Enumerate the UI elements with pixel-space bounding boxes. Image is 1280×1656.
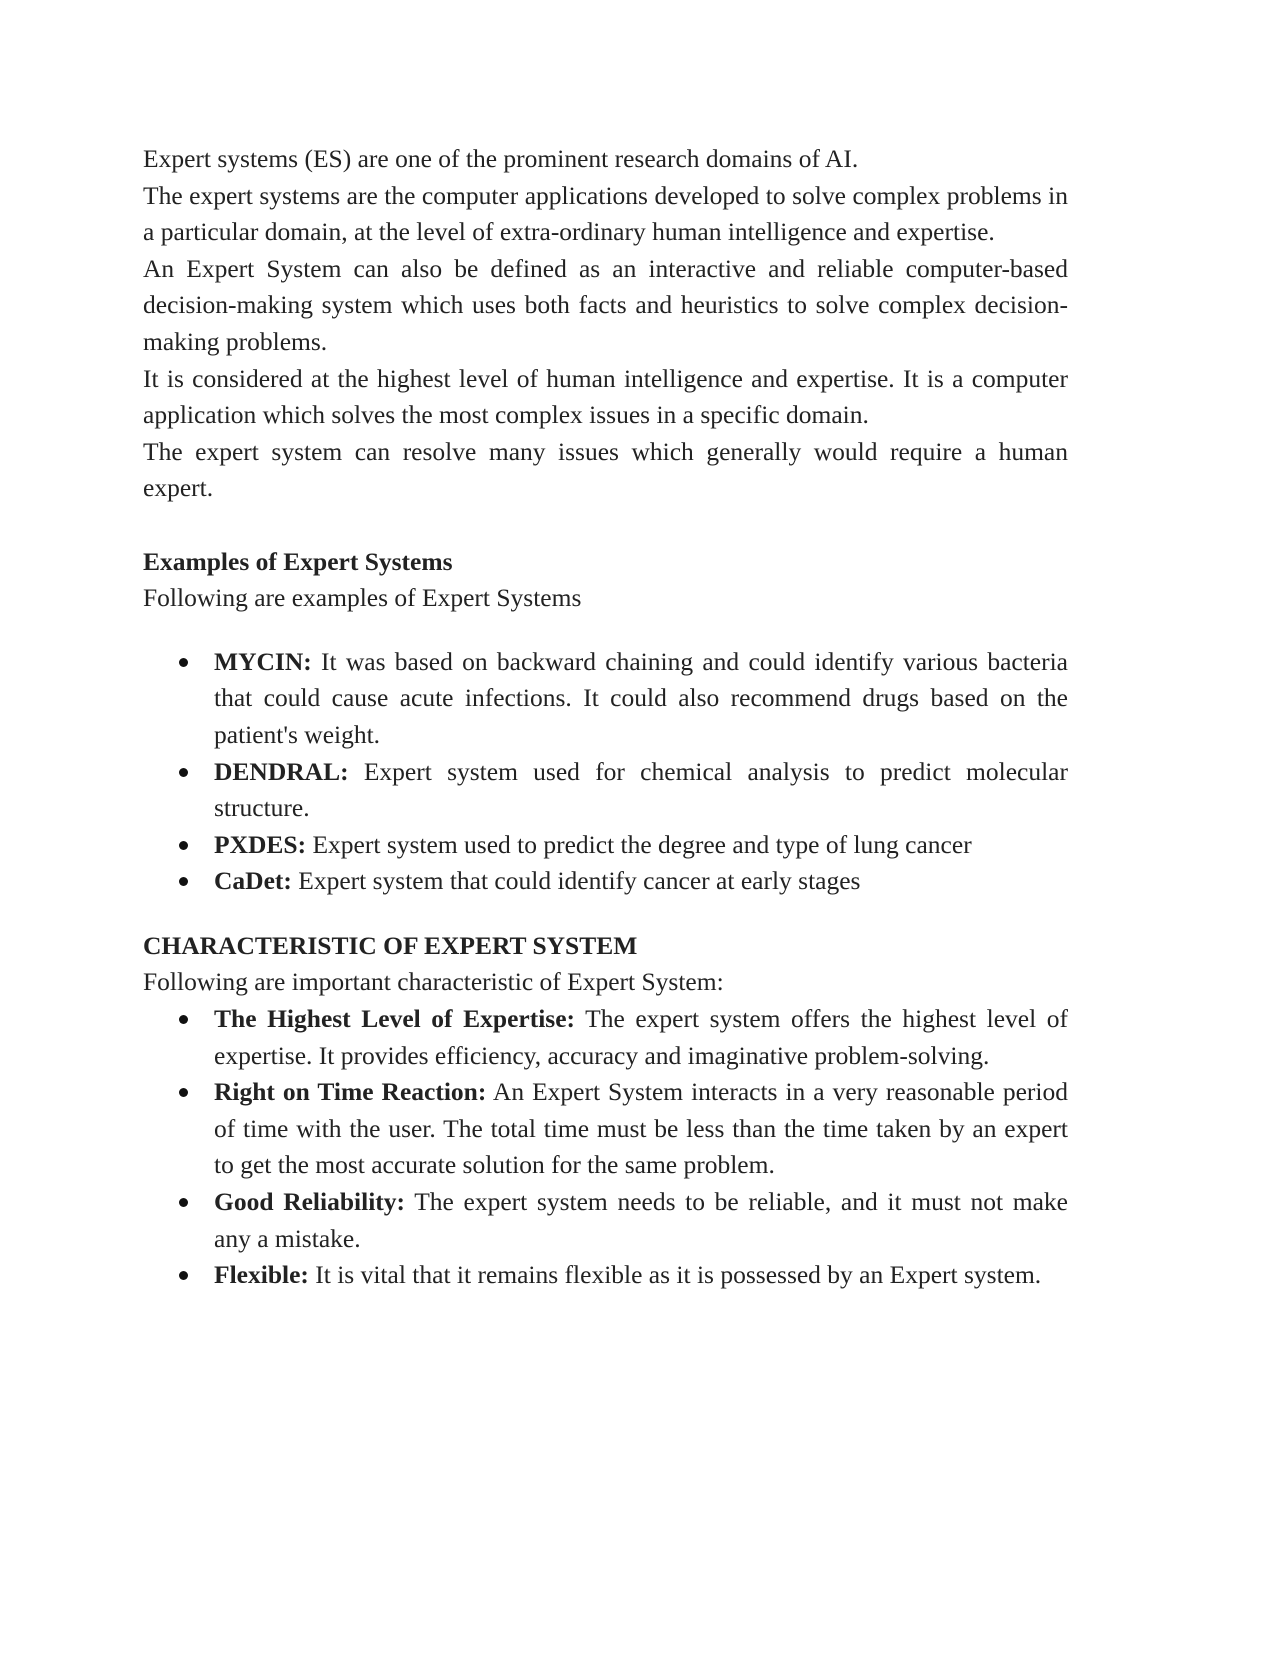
list-item: [143, 754, 1068, 827]
bullet-icon: [179, 768, 188, 777]
examples-list: [143, 644, 1068, 900]
item-term: CaDet:: [214, 866, 292, 896]
list-item: [143, 1257, 1068, 1294]
spacer: [143, 617, 1068, 644]
bullet-icon: [179, 877, 188, 886]
item-term: DENDRAL:: [214, 756, 349, 786]
item-text: The expert system needs to be reliable, and it must not make any a mistake.: [214, 1187, 1068, 1253]
list-item: [143, 1074, 1068, 1184]
bullet-icon: [179, 841, 188, 850]
item-term: Flexible:: [214, 1260, 309, 1290]
item-term: MYCIN:: [214, 646, 312, 676]
examples-lead: Following are examples of Expert Systems: [143, 583, 582, 613]
intro-paragraph-5: The expert system can resolve many issues which generally would require a human expert.: [143, 436, 1068, 503]
item-term: Good Reliability:: [214, 1187, 406, 1217]
intro-paragraph-4: It is considered at the highest level of human intelligence and expertise. It is a computer application which solves the most complex issues in a specific domain.: [143, 363, 1068, 430]
item-text: Expert system used to predict the degree and type of lung cancer: [306, 829, 972, 859]
characteristics-list: [143, 1001, 1068, 1294]
list-item: [143, 1184, 1068, 1257]
bullet-icon: [179, 1015, 188, 1024]
item-term: PXDES:: [214, 829, 307, 859]
intro-paragraph-3: An Expert System can also be defined as an interactive and reliable computer-based decision-making system which uses both facts and heuristics to solve complex decision-making problems.: [143, 253, 1068, 356]
intro-paragraph-1: Expert systems (ES) are one of the prominent research domains of AI.: [143, 144, 859, 173]
bullet-icon: [179, 658, 188, 667]
document-page: [143, 141, 1068, 1294]
item-text: It was based on backward chaining and could identify various bacteria that could cause acute infections. It could also recommend drugs based on the patient's weight.: [214, 646, 1068, 749]
item-text: Expert system used for chemical analysis to predict molecular structure.: [214, 756, 1068, 823]
list-item: [143, 644, 1068, 754]
item-text: The expert system offers the highest level of expertise. It provides efficiency, accuracy and imaginative problem-solving.: [214, 1004, 1068, 1070]
list-item: [143, 1001, 1068, 1074]
list-item: [143, 863, 1068, 900]
characteristics-heading: CHARACTERISTIC OF EXPERT SYSTEM: [143, 930, 638, 960]
bullet-icon: [179, 1271, 188, 1280]
item-term: Right on Time Reaction:: [214, 1077, 487, 1107]
list-item: [143, 827, 1068, 864]
item-text: Expert system that could identify cancer at early stages: [291, 866, 861, 896]
item-text: An Expert System interacts in a very reasonable period of time with the user. The total time must be less than the time taken by an expert to get the most accurate solution for the same problem.: [214, 1077, 1069, 1180]
spacer: [143, 900, 1068, 928]
bullet-icon: [179, 1198, 188, 1207]
spacer: [143, 507, 1068, 544]
item-text: It is vital that it remains flexible as it is possessed by an Expert system.: [308, 1260, 1042, 1290]
bullet-icon: [179, 1088, 188, 1097]
characteristics-lead: Following are important characteristic of Expert System:: [143, 967, 724, 997]
examples-heading: Examples of Expert Systems: [143, 546, 453, 576]
intro-paragraph-2: The expert systems are the computer applications developed to solve complex problems in a particular domain, at the level of extra-ordinary human intelligence and expertise.: [143, 180, 1068, 247]
item-term: The Highest Level of Expertise:: [214, 1004, 576, 1034]
